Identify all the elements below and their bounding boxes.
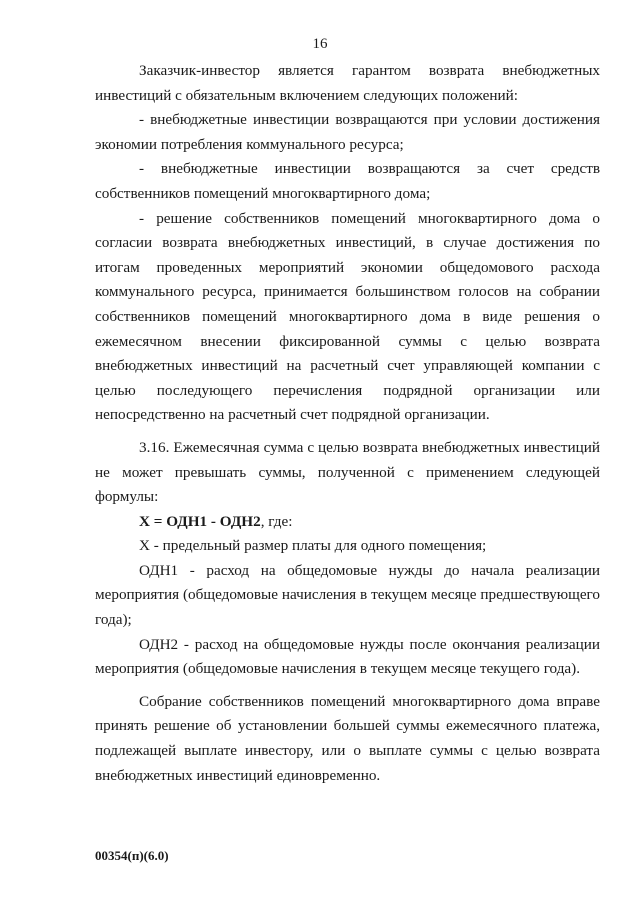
document-body [95, 59, 600, 788]
formula [95, 510, 600, 535]
paragraph-condition-economy: - внебюджетные инвестиции возвращаются при условии достижения экономии потребления коммунального ресурса; [95, 111, 600, 153]
definition-odn2: ОДН2 - расход на общедомовые нужды после окончания реализации мероприятия (общедомовые начисления в текущем месяце текущего года). [95, 635, 600, 678]
paragraph-assembly-right: Собрание собственников помещений многоквартирного дома вправе принять решение об установлении большей суммы ежемесячного платежа, подлежащей выплате инвестору, или о выплате суммы с целью возврата внебюджетных инвестиций единовременно. [95, 692, 600, 784]
formula-expression: X = ОДН1 - ОДН2 [139, 512, 261, 530]
paragraph-owners-funds: - внебюджетные инвестиции возвращаются за счет средств собственников помещений многоквартирного дома; [95, 160, 600, 202]
page-number: 16 [312, 36, 328, 52]
paragraph-owners-decision: - решение собственников помещений многоквартирного дома о согласии возврата внебюджетных инвестиций, в случае достижения по итогам проведенных мероприятий экономии общедомового расхода коммунального ресурса, принимается большинством голосов на собрании собственников помещений многоквартирного дома в виде решения о ежемесячном внесении фиксированной суммы с целью возврата внебюджетных инвестиций на расчетный счет управляющей компании с целью последующего перечисления подрядной организации или непосредственно на расчетный счет подрядной организации. [95, 209, 600, 424]
definition-x: X - предельный размер платы для одного помещения; [139, 537, 487, 555]
definition-odn1: ОДН1 - расход на общедомовые нужды до начала реализации мероприятия (общедомовые начисления в текущем месяце предшествующего года); [95, 561, 600, 629]
formula-suffix: , где: [260, 512, 293, 530]
footer-document-code: 00354(п)(6.0) [95, 848, 169, 863]
paragraph-3-16: 3.16. Ежемесячная сумма с целью возврата внебюджетных инвестиций не может превышать суммы, полученной с применением следующей формулы: [95, 438, 600, 506]
paragraph-guarantor: Заказчик-инвестор является гарантом возврата внебюджетных инвестиций с обязательным включением следующих положений: [95, 62, 600, 104]
